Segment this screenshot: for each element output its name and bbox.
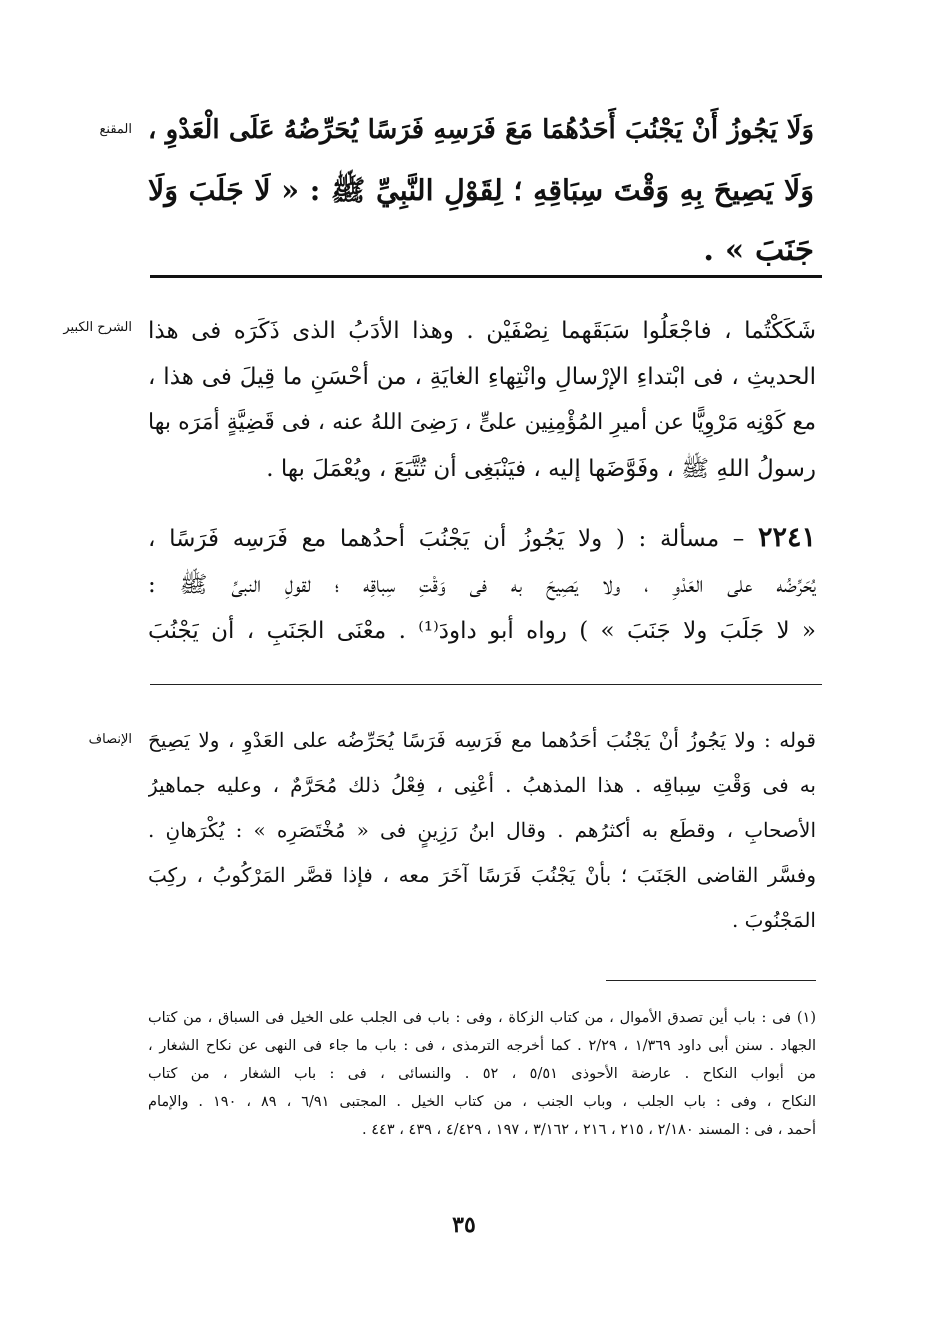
insaf-line: قوله : ولا يَجُوزُ أنْ يَجْنُبَ أحَدُهما مع فَرَسِه فَرَسًا يُحَرِّضُه على العَدْوِ ، ولا يَصِيحَ (148, 728, 816, 752)
masala-line: – مسألة : ( ولا يَجُوزُ أن يَجْنُبَ أحدُهما مع فَرَسِه فَرَسًا ، (148, 526, 745, 552)
masala-line: « لا جَلَبَ ولا جَنَبَ » ) رواه أبو داودَ⁽¹⁾ . معْنَى الجَنَبِ ، أن يَجْنُبَ (148, 618, 816, 644)
muqni-line: جَنَبَ » . (703, 232, 814, 268)
footnote-line: أحمد ، فى : المسند ٢/١٨٠ ، ٢١٥ ، ٢١٦ ، ٣/١٦٢ ، ١٩٧ ، ٤/٤٢٩ ، ٤٣٩ ، ٤٤٣ . (362, 1122, 816, 1138)
sharh-line: مع كَوْنِه مَرْوِيًّا عن أميرِ المُؤْمِنِين علىٍّ ، رَضِىَ اللهُ عنه ، فى قَضِيَّةٍ أمَرَه بها (148, 410, 816, 435)
footnote-line: من أبواب النكاح . عارضة الأحوذى ٥/٥١ ، ٥٢ . والنسائى ، فى : باب الشغار ، من كتاب (148, 1066, 816, 1082)
masala-line-first (148, 515, 816, 562)
footnote-divider (606, 980, 816, 981)
sharh-line: شَكَكْتُما ، فاجْعَلُوا سَبَقَهما نِصْفَيْن . وهذا الأدَبُ الذى ذَكَرَه فى هذا (148, 318, 816, 344)
section-label-muqni: المقنع (99, 122, 132, 137)
footnote-line: (١) فى : باب أين تصدق الأموال ، من كتاب الزكاة ، وفى : باب فى الجلب على الخيل فى السباق ، من كتاب (148, 1010, 816, 1026)
insaf-line: وفسَّر القاضى الجَنَبَ ؛ بأنْ يَجْنُبَ فَرَسًا آخَرَ معه ، فإذا قصَّر المَرْكُوبُ ، ركِبَ (148, 863, 816, 887)
insaf-line: به فى وَقْتِ سِباقِه . هذا المذهبُ . أعْنِى ، فِعْلُ ذلك مُحَرَّمٌ ، وعليه جماهيرُ (148, 773, 816, 797)
masala-number: ٢٢٤١ (757, 522, 816, 553)
masala-text (148, 515, 816, 654)
footnote-line: الجهاد . سنن أبى داود ١/٣٦٩ ، ٢/٢٩ . كما أخرجه الترمذى ، فى : باب ما جاء فى النهى عن نكاح الشغار ، (148, 1038, 816, 1054)
page-number: ٣٥ (452, 1212, 476, 1238)
masala-line: يُحَرِّضُه على العَدْوِ ، ولا يَصِيحَ به فى وَقْتِ سِباقِه ؛ لقولِ النبىِّ ﷺ : (148, 572, 816, 598)
footnote-line: النكاح ، وفى : باب الجلب ، وباب الجنب ، من كتاب الخيل . المجتبى ٦/٩١ ، ٨٩ ، ١٩٠ . والإمام (148, 1094, 816, 1110)
insaf-text (148, 718, 816, 943)
sharh-text (148, 308, 816, 492)
section-label-insaf: الإنصاف (88, 732, 132, 747)
insaf-line: الأصحابِ ، وقطَع به أكثرُهم . وقال ابنُ رَزِينٍ فى « مُخْتَصَرِه » : يُكْرَهانِ . (148, 818, 816, 842)
section-label-sharh: الشرح الكبير (63, 320, 132, 335)
section-divider-thin (150, 684, 822, 685)
sharh-line: الحديثِ ، فى ابْتداءِ الإرْسالِ وانْتِهاءِ الغايَةِ ، من أحْسَنِ ما قِيلَ فى هذا ، (148, 364, 816, 390)
muqni-line: وَلَا يَصِيحَ بِهِ وَقْتَ سِبَاقِهِ ؛ لِقَوْلِ النَّبِيِّ ﷺ : « لَا جَلَبَ وَلَا (148, 173, 814, 207)
insaf-line: المَجْنُوبَ . (731, 908, 816, 932)
section-divider-thick (150, 275, 822, 278)
footnote-text (148, 1004, 816, 1144)
sharh-line: رسولُ اللهِ ﷺ ، وفَوَّضَها إليه ، فيَنْبَغِى أن تُتَّبَعَ ، ويُعْمَلَ بها . (266, 456, 816, 482)
muqni-text (148, 100, 814, 280)
muqni-line: وَلَا يَجُوزُ أَنْ يَجْنُبَ أَحَدُهُمَا مَعَ فَرَسِهِ فَرَسًا يُحَرِّضُهُ عَلَى الْعَدْوِ ، (148, 115, 814, 145)
